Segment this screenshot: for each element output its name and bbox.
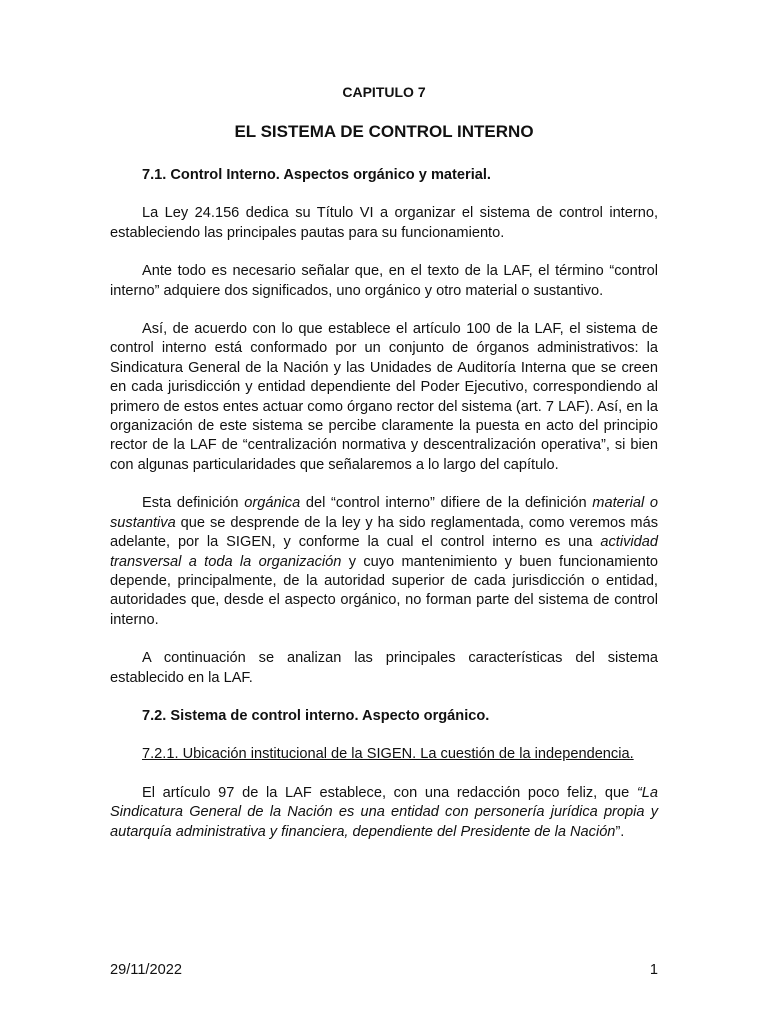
- paragraph-4-italic-actividad: actividad transversal a toda la organización: [110, 534, 658, 570]
- paragraph-1: La Ley 24.156 dedica su Título VI a organizar el sistema de control interno, estableciendo las principales pautas para su funcionamiento.: [110, 205, 658, 241]
- paragraph-4-text-g: y cuyo mantenimiento y buen funcionamiento depende, principalmente, de la autoridad superior de cada jurisdicción o entidad, autoridades que, desde el aspecto orgánico, no forman parte del sistema de control interno.: [110, 553, 658, 628]
- chapter-heading: CAPITULO 7: [342, 84, 426, 100]
- paragraph-6-text-a: El artículo 97 de la LAF establece, con una redacción poco feliz, que: [142, 784, 637, 801]
- footer-page-number: 1: [649, 962, 658, 978]
- chapter-title: EL SISTEMA DE CONTROL INTERNO: [234, 122, 534, 141]
- paragraph-4-text-c: del “control interno” difiere de la definición: [300, 495, 593, 512]
- footer-date: 29/11/2022: [110, 962, 182, 978]
- paragraph-6: [110, 784, 658, 842]
- paragraph-6-italic-quote: “La Sindicatura General de la Nación es una entidad con personería jurídica propia y autarquía administrativa y financiera, dependiente del Presidente de la Nación: [110, 784, 658, 840]
- paragraph-4-italic-material: material o sustantiva: [110, 495, 658, 531]
- paragraph-4-italic-organica: orgánica: [244, 495, 301, 512]
- paragraph-2: Ante todo es necesario señalar que, en el texto de la LAF, el término “control interno” adquiere dos significados, uno orgánico y otro material o sustantivo.: [110, 263, 658, 299]
- paragraph-4: [110, 494, 658, 630]
- section-heading-7-2: 7.2. Sistema de control interno. Aspecto orgánico.: [142, 707, 490, 724]
- paragraph-4-text-a: Esta definición: [142, 495, 245, 512]
- paragraph-6-text-c: ”.: [615, 823, 625, 840]
- section-heading-7-1: 7.1. Control Interno. Aspectos orgánico y material.: [142, 167, 491, 183]
- subsection-heading-7-2-1: 7.2.1. Ubicación institucional de la SIGEN. La cuestión de la independencia.: [142, 746, 634, 763]
- paragraph-3: Así, de acuerdo con lo que establece el artículo 100 de la LAF, el sistema de control interno está conformado por un conjunto de órganos administrativos: la Sindicatura General de la Nación y las Unidades de Auditoría Interna que se creen en cada jurisdicción y entidad dependiente del Poder Ejecutivo, correspondiendo al primero de estos entes actuar como órgano rector del sistema (art. 7 LAF). Así, en la organización de este sistema se percibe claramente la puesta en acto del principio rector de la LAF de “centralización normativa y descentralización operativa”, si bien con algunas particularidades que señalaremos a lo largo del capítulo.: [110, 321, 658, 473]
- document-body: [110, 166, 658, 861]
- paragraph-5: A continuación se analizan las principales características del sistema establecido en la LAF.: [110, 650, 658, 686]
- paragraph-4-text-e: que se desprende de la ley y ha sido reglamentada, como veremos más adelante, por la SIGEN, y conforme la cual el control interno es una: [110, 514, 658, 551]
